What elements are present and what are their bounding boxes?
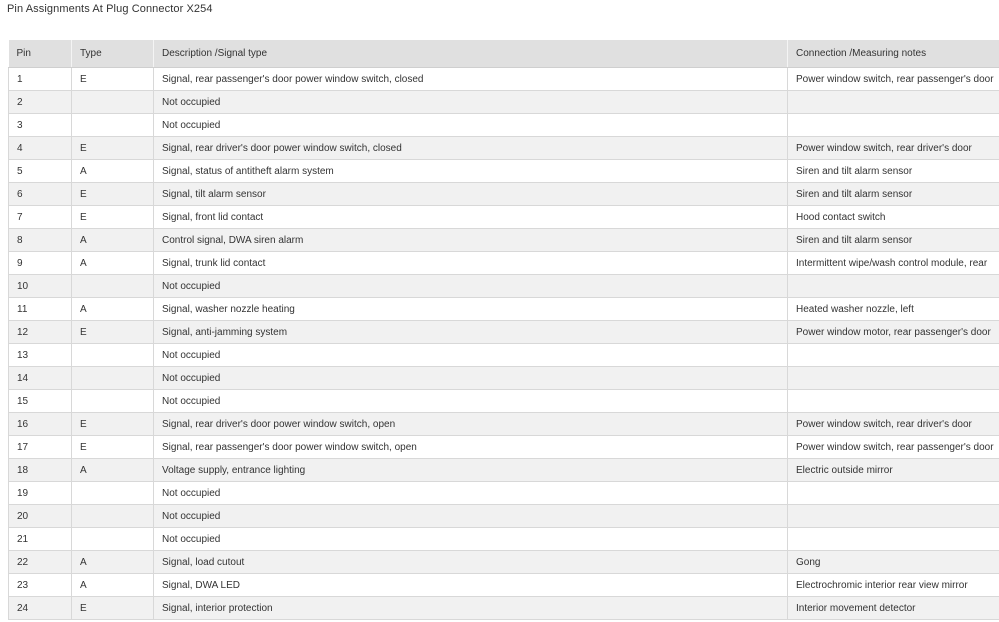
cell-pin: 8 <box>9 229 72 252</box>
cell-pin: 20 <box>9 505 72 528</box>
cell-type <box>72 367 154 390</box>
cell-connection: Electrochromic interior rear view mirror <box>788 574 999 597</box>
cell-connection: Intermittent wipe/wash control module, rear <box>788 252 999 275</box>
table-row <box>9 482 999 505</box>
cell-description: Not occupied <box>154 344 788 367</box>
cell-connection <box>788 367 999 390</box>
cell-pin: 9 <box>9 252 72 275</box>
cell-connection: Power window switch, rear passenger's door <box>788 436 999 459</box>
table-row <box>9 344 999 367</box>
table-row <box>9 298 999 321</box>
cell-type <box>72 505 154 528</box>
cell-pin: 11 <box>9 298 72 321</box>
cell-pin: 7 <box>9 206 72 229</box>
table-row <box>9 597 999 620</box>
cell-type: E <box>72 206 154 229</box>
cell-type: E <box>72 183 154 206</box>
cell-pin: 10 <box>9 275 72 298</box>
table-row <box>9 436 999 459</box>
cell-connection: Power window switch, rear driver's door <box>788 413 999 436</box>
cell-description: Not occupied <box>154 91 788 114</box>
cell-connection: Electric outside mirror <box>788 459 999 482</box>
cell-type: A <box>72 298 154 321</box>
cell-description: Signal, rear passenger's door power window switch, closed <box>154 68 788 91</box>
cell-type <box>72 390 154 413</box>
table-row <box>9 459 999 482</box>
cell-description: Signal, DWA LED <box>154 574 788 597</box>
cell-pin: 14 <box>9 367 72 390</box>
page-title: Pin Assignments At Plug Connector X254 <box>7 3 213 15</box>
cell-pin: 24 <box>9 597 72 620</box>
table-row <box>9 505 999 528</box>
cell-description: Control signal, DWA siren alarm <box>154 229 788 252</box>
cell-description: Signal, status of antitheft alarm system <box>154 160 788 183</box>
cell-pin: 5 <box>9 160 72 183</box>
cell-description: Not occupied <box>154 275 788 298</box>
header-pin: Pin <box>9 40 72 68</box>
header-type: Type <box>72 40 154 68</box>
cell-connection: Siren and tilt alarm sensor <box>788 183 999 206</box>
cell-description: Voltage supply, entrance lighting <box>154 459 788 482</box>
header-connection: Connection /Measuring notes <box>788 40 999 68</box>
cell-description: Not occupied <box>154 390 788 413</box>
table-row <box>9 114 999 137</box>
table-header-row <box>9 40 999 68</box>
cell-type: A <box>72 229 154 252</box>
table-row <box>9 390 999 413</box>
cell-connection: Power window switch, rear driver's door <box>788 137 999 160</box>
cell-pin: 1 <box>9 68 72 91</box>
table-body <box>9 68 999 620</box>
cell-connection <box>788 505 999 528</box>
table-row <box>9 229 999 252</box>
cell-description: Signal, front lid contact <box>154 206 788 229</box>
cell-description: Signal, rear passenger's door power window switch, open <box>154 436 788 459</box>
cell-type <box>72 482 154 505</box>
cell-description: Not occupied <box>154 505 788 528</box>
cell-pin: 15 <box>9 390 72 413</box>
cell-type: E <box>72 436 154 459</box>
table-row <box>9 275 999 298</box>
cell-pin: 13 <box>9 344 72 367</box>
cell-description: Signal, washer nozzle heating <box>154 298 788 321</box>
cell-connection: Hood contact switch <box>788 206 999 229</box>
cell-description: Signal, trunk lid contact <box>154 252 788 275</box>
table-row <box>9 137 999 160</box>
cell-type: E <box>72 413 154 436</box>
table-row <box>9 91 999 114</box>
cell-description: Not occupied <box>154 367 788 390</box>
cell-type: E <box>72 321 154 344</box>
cell-pin: 6 <box>9 183 72 206</box>
cell-description: Not occupied <box>154 528 788 551</box>
table-row <box>9 367 999 390</box>
cell-connection <box>788 91 999 114</box>
cell-type <box>72 344 154 367</box>
cell-pin: 22 <box>9 551 72 574</box>
cell-connection <box>788 482 999 505</box>
table-row <box>9 551 999 574</box>
cell-type: A <box>72 459 154 482</box>
cell-description: Signal, tilt alarm sensor <box>154 183 788 206</box>
cell-pin: 17 <box>9 436 72 459</box>
cell-pin: 21 <box>9 528 72 551</box>
table-row <box>9 321 999 344</box>
cell-pin: 12 <box>9 321 72 344</box>
cell-type <box>72 114 154 137</box>
cell-description: Signal, rear driver's door power window switch, closed <box>154 137 788 160</box>
cell-connection: Siren and tilt alarm sensor <box>788 160 999 183</box>
cell-connection: Siren and tilt alarm sensor <box>788 229 999 252</box>
cell-type: A <box>72 574 154 597</box>
cell-type: A <box>72 551 154 574</box>
cell-connection: Interior movement detector <box>788 597 999 620</box>
table-row <box>9 183 999 206</box>
cell-connection: Gong <box>788 551 999 574</box>
cell-connection <box>788 344 999 367</box>
cell-pin: 4 <box>9 137 72 160</box>
cell-connection <box>788 390 999 413</box>
table-row <box>9 68 999 91</box>
cell-pin: 16 <box>9 413 72 436</box>
pin-assignment-table <box>8 40 999 620</box>
cell-connection: Power window motor, rear passenger's door <box>788 321 999 344</box>
cell-pin: 2 <box>9 91 72 114</box>
cell-description: Not occupied <box>154 482 788 505</box>
table-row <box>9 528 999 551</box>
cell-description: Not occupied <box>154 114 788 137</box>
cell-pin: 23 <box>9 574 72 597</box>
table-row <box>9 413 999 436</box>
cell-type: E <box>72 68 154 91</box>
cell-type <box>72 275 154 298</box>
table-row <box>9 252 999 275</box>
cell-type: A <box>72 252 154 275</box>
cell-type: E <box>72 137 154 160</box>
cell-description: Signal, interior protection <box>154 597 788 620</box>
pin-assignment-table-container <box>8 40 999 620</box>
table-row <box>9 206 999 229</box>
cell-pin: 19 <box>9 482 72 505</box>
cell-connection: Power window switch, rear passenger's door <box>788 68 999 91</box>
table-row <box>9 160 999 183</box>
cell-description: Signal, load cutout <box>154 551 788 574</box>
cell-description: Signal, anti-jamming system <box>154 321 788 344</box>
cell-connection <box>788 114 999 137</box>
cell-pin: 18 <box>9 459 72 482</box>
cell-description: Signal, rear driver's door power window switch, open <box>154 413 788 436</box>
cell-connection <box>788 275 999 298</box>
cell-connection: Heated washer nozzle, left <box>788 298 999 321</box>
cell-connection <box>788 528 999 551</box>
cell-type: A <box>72 160 154 183</box>
header-description: Description /Signal type <box>154 40 788 68</box>
cell-pin: 3 <box>9 114 72 137</box>
table-row <box>9 574 999 597</box>
cell-type <box>72 528 154 551</box>
cell-type <box>72 91 154 114</box>
cell-type: E <box>72 597 154 620</box>
